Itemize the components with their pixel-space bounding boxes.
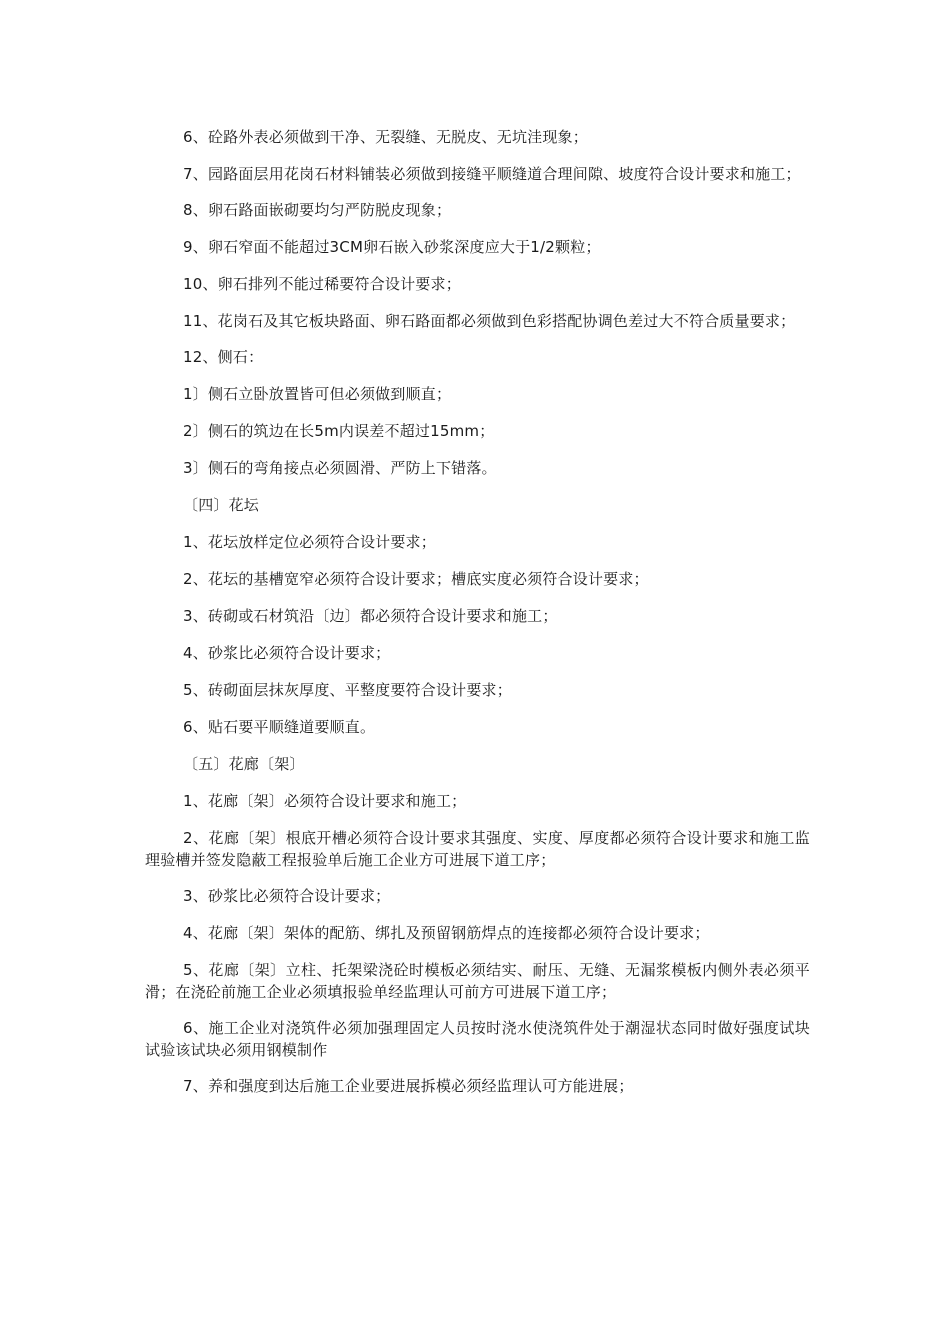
paragraph: 6、施工企业对浇筑件必须加强理固定人员按时浇水使浇筑件处于潮湿状态同时做好强度试块试验该试块必须用钢模制作 (145, 1019, 810, 1059)
paragraph: 1、花坛放样定位必须符合设计要求； (183, 533, 436, 551)
document-body (145, 126, 810, 1112)
paragraph: 3、砂浆比必须符合设计要求； (183, 887, 391, 905)
paragraph: 2、花坛的基槽宽窄必须符合设计要求；槽底实度必须符合设计要求； (183, 570, 649, 588)
paragraph: 12、侧石： (183, 348, 264, 366)
paragraph: 4、砂浆比必须符合设计要求； (183, 644, 391, 662)
paragraph: 5、花廊〔架〕立柱、托架梁浇砼时模板必须结实、耐压、无缝、无漏浆模板内侧外表必须平滑；在浇砼前施工企业必须填报验单经监理认可前方可进展下道工序； (145, 961, 810, 1001)
section-heading: 〔四〕花坛 (183, 496, 260, 514)
paragraph: 3〕侧石的弯角接点必须圆滑、严防上下错落。 (183, 459, 497, 477)
paragraph: 2〕侧石的筑边在长5m内误差不超过15mm； (183, 422, 495, 440)
paragraph: 2、花廊〔架〕根底开槽必须符合设计要求其强度、实度、厚度都必须符合设计要求和施工监理验槽并签发隐蔽工程报验单后施工企业方可进展下道工序； (145, 829, 810, 869)
paragraph: 3、砖砌或石材筑沿〔边〕都必须符合设计要求和施工； (183, 607, 558, 625)
paragraph: 4、花廊〔架〕架体的配筋、绑扎及预留钢筋焊点的连接都必须符合设计要求； (183, 924, 710, 942)
section-heading: 〔五〕花廊〔架〕 (183, 755, 305, 773)
paragraph: 7、养和强度到达后施工企业要进展拆模必须经监理认可方能进展； (183, 1077, 634, 1095)
paragraph: 10、卵石排列不能过稀要符合设计要求； (183, 275, 461, 293)
paragraph: 7、园路面层用花岗石材料铺装必须做到接缝平顺缝道合理间隙、坡度符合设计要求和施工； (183, 165, 801, 183)
paragraph: 1、花廊〔架〕必须符合设计要求和施工； (183, 792, 467, 810)
paragraph: 6、砼路外表必须做到干净、无裂缝、无脱皮、无坑洼现象； (183, 128, 588, 146)
paragraph: 5、砖砌面层抹灰厚度、平整度要符合设计要求； (183, 681, 512, 699)
paragraph: 1〕侧石立卧放置皆可但必须做到顺直； (183, 385, 452, 403)
paragraph: 8、卵石路面嵌砌要均匀严防脱皮现象； (183, 201, 452, 219)
paragraph: 9、卵石窄面不能超过3CM卵石嵌入砂浆深度应大于1/2颗粒； (183, 238, 601, 256)
paragraph: 11、花岗石及其它板块路面、卵石路面都必须做到色彩搭配协调色差过大不符合质量要求； (183, 312, 796, 330)
paragraph: 6、贴石要平顺缝道要顺直。 (183, 718, 376, 736)
